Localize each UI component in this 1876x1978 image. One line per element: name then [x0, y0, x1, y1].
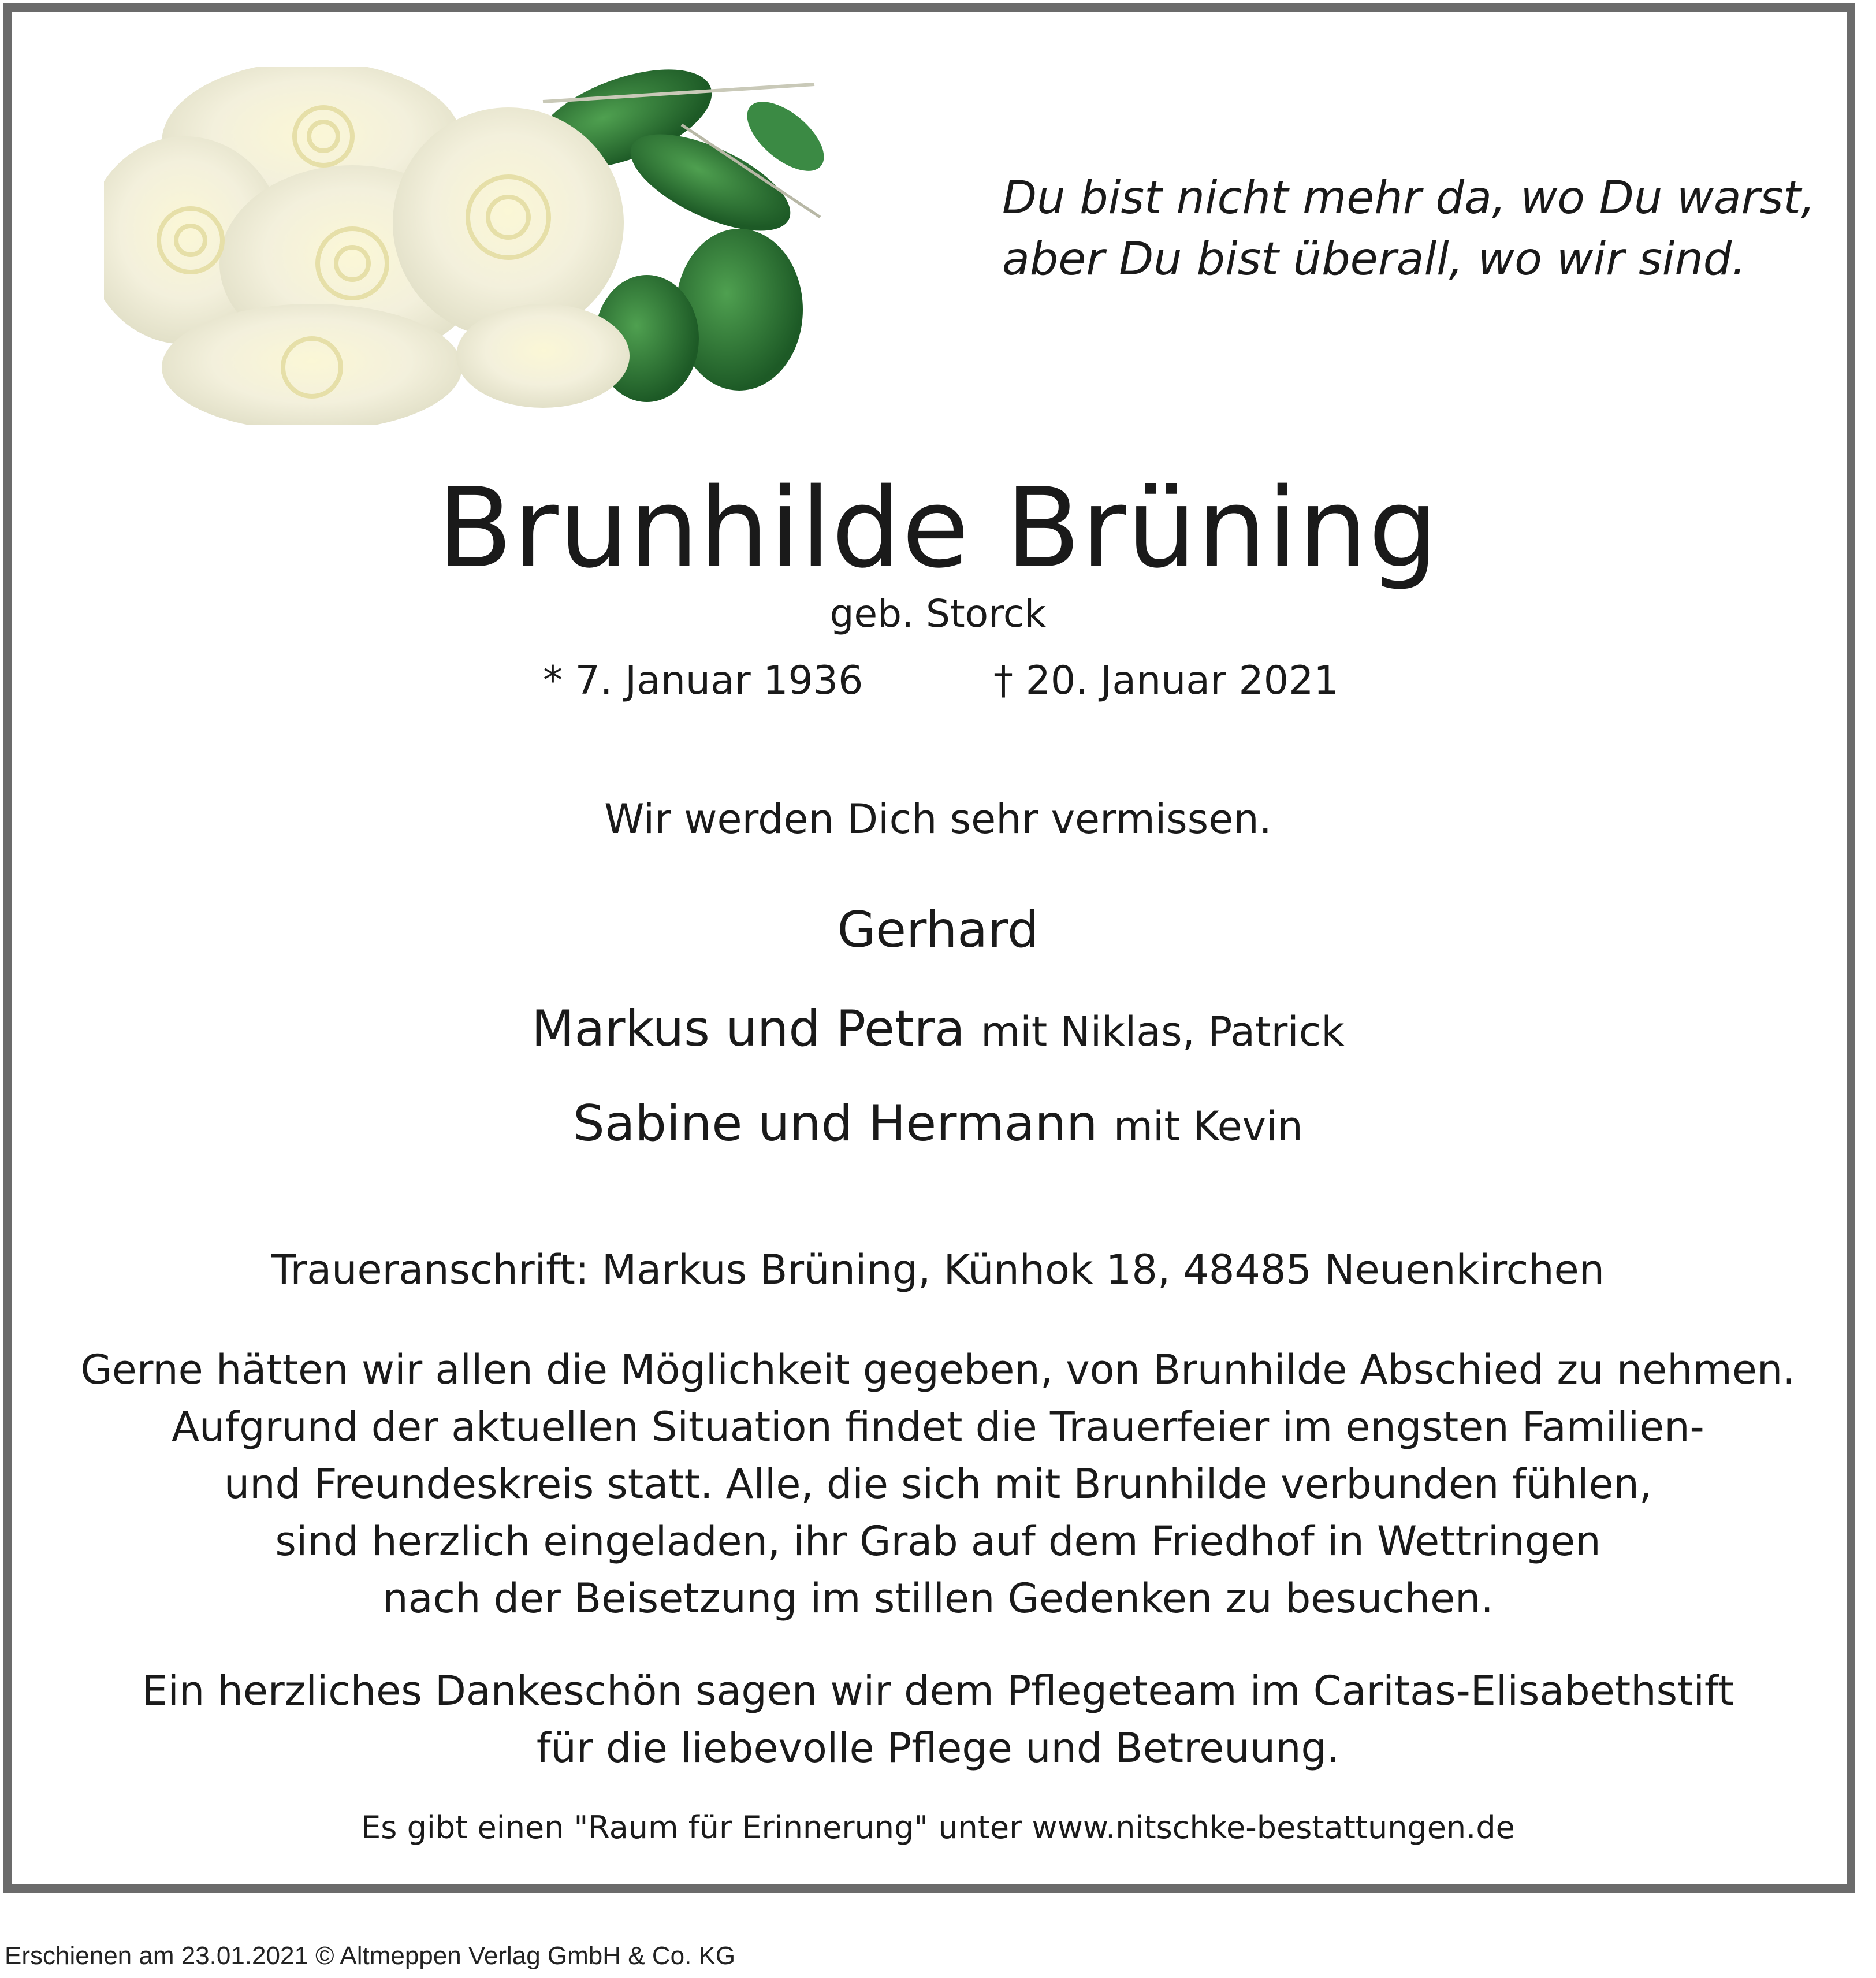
quote-line-2: aber Du bist überall, wo wir sind. [1002, 233, 1747, 285]
remembrance-note: Es gibt einen "Raum für Erinnerung" unter www.nitschke-bestattungen.de [361, 1809, 1515, 1846]
white-roses-image [104, 67, 832, 425]
quote [1002, 168, 1815, 290]
paragraph-line: und Freundeskreis statt. Alle, die sich mit Brunhilde verbunden fühlen, [224, 1460, 1652, 1508]
paragraph-line: Ein herzliches Dankeschön sagen wir dem Pflegeteam im Caritas-Elisabethstift [142, 1667, 1734, 1715]
quote-line-1: Du bist nicht mehr da, wo Du warst, [1002, 172, 1815, 224]
death-date: † 20. Januar 2021 [993, 658, 1339, 704]
publication-credit: Erschienen am 23.01.2021 © Altmeppen Verlag GmbH & Co. KG [5, 1942, 736, 1970]
paragraph-line: sind herzlich eingeladen, ihr Grab auf dem Friedhof in Wettringen [275, 1518, 1601, 1565]
ceremony-paragraph [0, 1341, 1876, 1627]
family-member-line [0, 1092, 1876, 1158]
thanks-paragraph [0, 1663, 1876, 1777]
paragraph-line: Gerne hätten wir allen die Möglichkeit gegeben, von Brunhilde Abschied zu nehmen. [80, 1346, 1796, 1393]
family-extra: mit Niklas, Patrick [981, 1008, 1345, 1055]
paragraph-line: nach der Beisetzung im stillen Gedenken zu besuchen. [382, 1575, 1494, 1622]
family-main: Markus und Petra [531, 1000, 965, 1058]
paragraph-line: für die liebevolle Pflege und Betreuung. [536, 1724, 1340, 1772]
family-member-line [0, 997, 1876, 1064]
family-main: Gerhard [837, 901, 1039, 959]
birth-date: * 7. Januar 1936 [543, 658, 863, 704]
mourning-address: Traueranschrift: Markus Brüning, Künhok 18, 48485 Neuenkirchen [271, 1246, 1605, 1293]
deceased-name: Brunhilde Brüning [437, 464, 1439, 592]
maiden-name: geb. Storck [829, 592, 1047, 636]
paragraph-line: Aufgrund der aktuellen Situation findet die Trauerfeier im engsten Familien- [172, 1403, 1704, 1451]
family-main: Sabine und Hermann [573, 1095, 1098, 1152]
farewell-message: Wir werden Dich sehr vermissen. [604, 795, 1272, 843]
family-member-line [0, 898, 1876, 962]
family-extra: mit Kevin [1113, 1103, 1303, 1150]
